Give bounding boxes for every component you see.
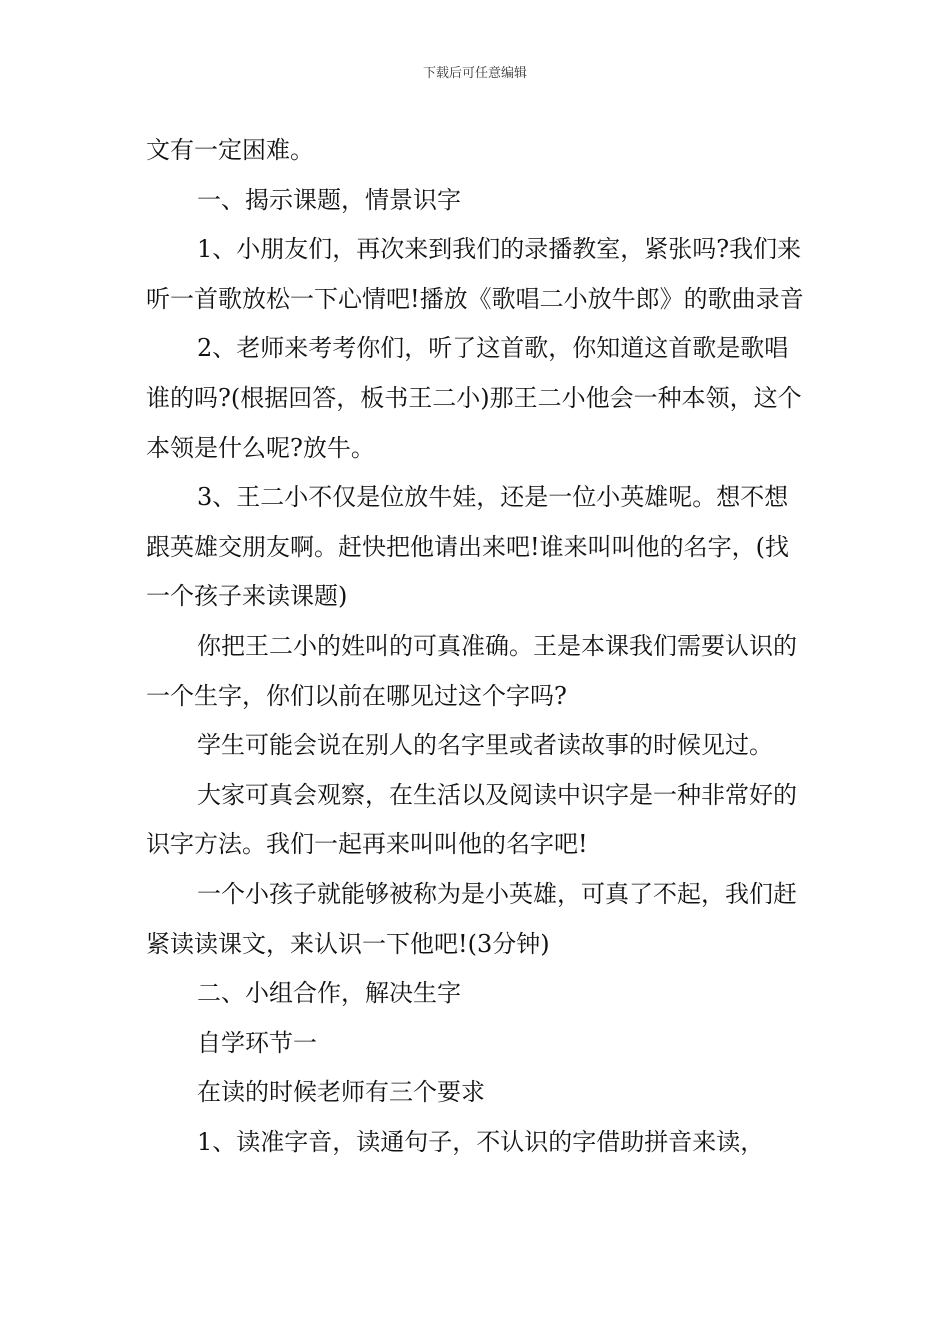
document-body bbox=[146, 126, 808, 1167]
section-heading: 一、揭示课题，情景识字 bbox=[197, 185, 461, 214]
paragraph: 3、王二小不仅是位放牛娃，还是一位小英雄呢。想不想跟英雄交朋友啊。赶快把他请出来吧!谁来叫叫他的名字，(找一个孩子来读课题) bbox=[146, 483, 790, 611]
paragraph: 1、小朋友们，再次来到我们的录播教室，紧张吗?我们来听一首歌放松一下心情吧!播放《歌唱二小放牛郎》的歌曲录音 bbox=[146, 235, 804, 313]
paragraph: 大家可真会观察，在生活以及阅读中识字是一种非常好的识字方法。我们一起再来叫叫他的名字吧! bbox=[146, 780, 797, 859]
paragraph: 你把王二小的姓叫的可真准确。王是本课我们需要认识的一个生字，你们以前在哪见过这个字吗? bbox=[146, 631, 797, 710]
subsection-heading: 自学环节一 bbox=[197, 1028, 317, 1057]
paragraph: 1、读准字音，读通句子，不认识的字借助拼音来读， bbox=[197, 1127, 765, 1156]
paragraph: 2、老师来考考你们，听了这首歌，你知道这首歌是歌唱谁的吗?(根据回答，板书王二小)那王二小他会一种本领，这个本领是什么呢?放牛。 bbox=[146, 334, 802, 462]
paragraph: 在读的时候老师有三个要求 bbox=[197, 1078, 485, 1107]
paragraph: 学生可能会说在别人的名字里或者读故事的时候见过。 bbox=[197, 731, 773, 760]
paragraph: 一个小孩子就能够被称为是小英雄，可真了不起，我们赶紧读读课文，来认识一下他吧!(3分钟) bbox=[146, 879, 797, 958]
paragraph: 文有一定困难。 bbox=[146, 136, 314, 164]
page-header: 下载后可任意编辑 bbox=[422, 66, 527, 81]
section-heading: 二、小组合作，解决生字 bbox=[197, 979, 461, 1008]
